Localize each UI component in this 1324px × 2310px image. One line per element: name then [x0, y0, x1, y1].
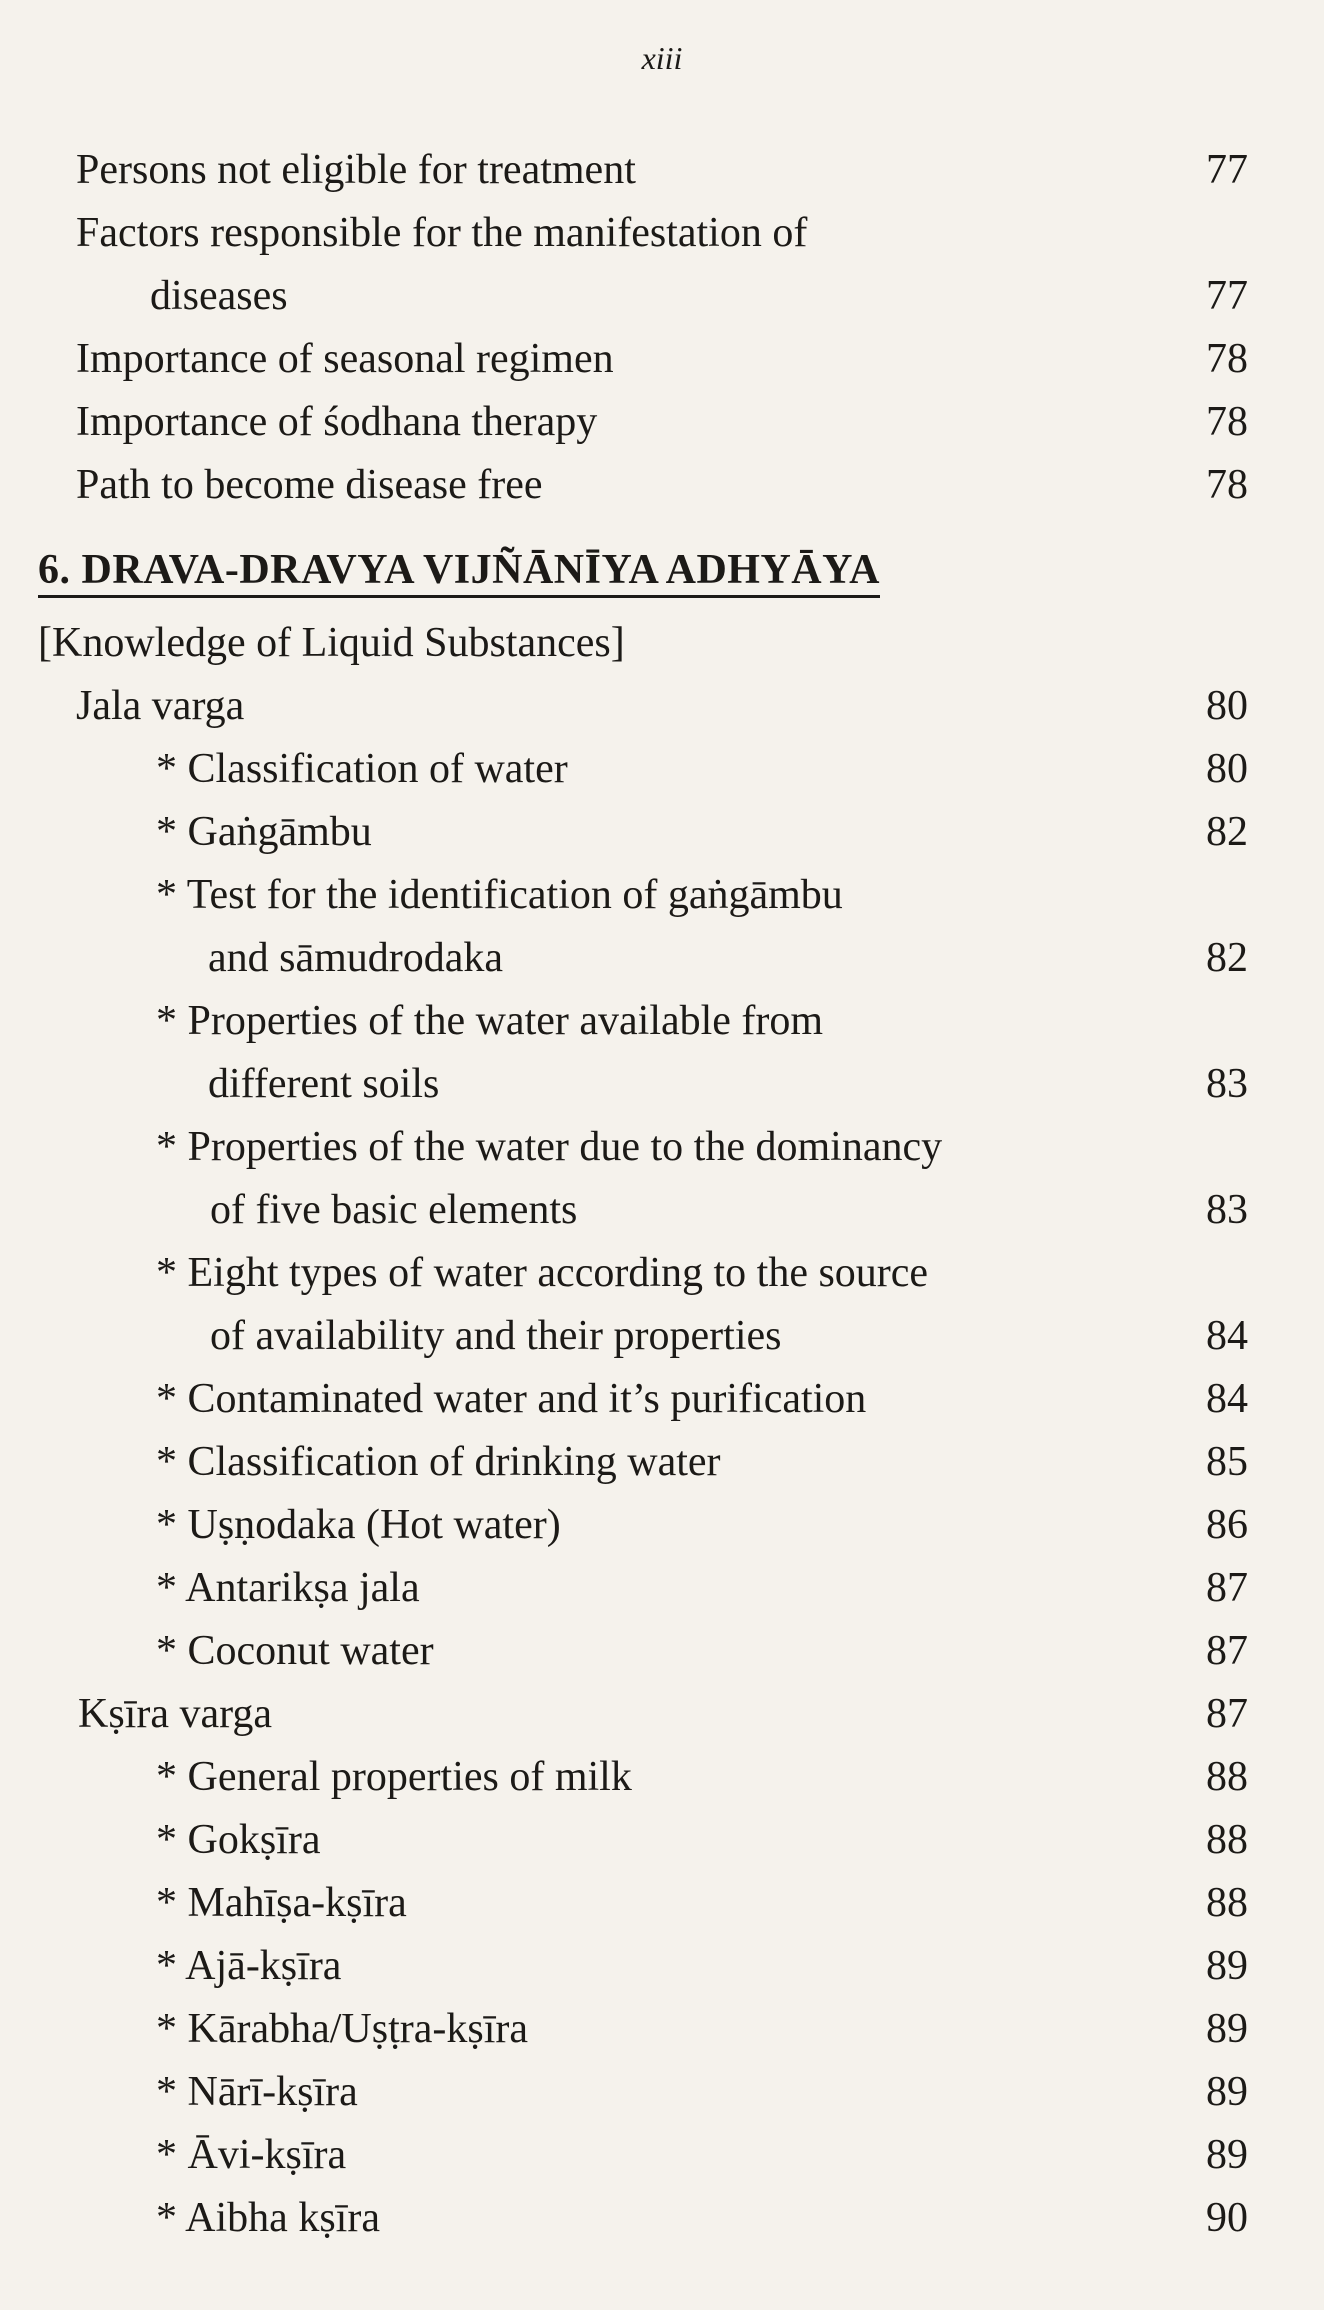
toc-entry-title: Persons not eligible for treatment [76, 147, 636, 193]
toc-entry [0, 993, 1324, 1049]
toc-entry-title: * Uṣṇodaka (Hot water) [156, 1502, 561, 1548]
toc-entry [0, 1938, 1324, 1994]
toc-entry-page: 80 [1206, 683, 1248, 729]
toc-entry [0, 1812, 1324, 1868]
toc-entry [0, 142, 1324, 198]
toc-entry-page: 84 [1206, 1313, 1248, 1359]
toc-entry [0, 1245, 1324, 1301]
toc-entry-page: 87 [1206, 1691, 1248, 1737]
toc-entry [0, 1497, 1324, 1553]
toc-entry-title: Factors responsible for the manifestation of [76, 210, 808, 256]
toc-entry [0, 2064, 1324, 2120]
toc-entry-page: 88 [1206, 1754, 1248, 1800]
toc-entry-page: 78 [1206, 462, 1248, 508]
toc-entry [0, 268, 1324, 324]
toc-entry [0, 394, 1324, 450]
toc-entry-title: * Properties of the water available from [156, 998, 824, 1044]
toc-entry [0, 1308, 1324, 1364]
toc-entry-title: * Gokṣīra [156, 1817, 321, 1863]
toc-entry [0, 1434, 1324, 1490]
toc-entry [0, 205, 1324, 261]
toc-entry-page: 80 [1206, 746, 1248, 792]
page-number: xiii [641, 40, 683, 76]
toc-entry-title: * Mahīṣa-kṣīra [156, 1880, 407, 1926]
toc-entry-page: 83 [1206, 1187, 1248, 1233]
toc-entry [0, 2001, 1324, 2057]
toc-entry [0, 2127, 1324, 2183]
toc-entry [0, 1686, 1324, 1742]
chapter-subtitle: [Knowledge of Liquid Substances] [38, 620, 625, 666]
toc-entry-page: 86 [1206, 1502, 1248, 1548]
toc-entry-title: different soils [208, 1061, 440, 1107]
toc-entry-title: * Gaṅgāmbu [156, 809, 372, 855]
toc-entry-title: * Ajā-kṣīra [156, 1943, 342, 1989]
toc-entry-page: 83 [1206, 1061, 1248, 1107]
toc-entry-page: 88 [1206, 1880, 1248, 1926]
toc-entry [0, 1371, 1324, 1427]
toc-entry-page: 78 [1206, 399, 1248, 445]
toc-entry-title: * General properties of milk [156, 1754, 632, 1800]
toc-entry-title: Kṣīra varga [78, 1691, 272, 1737]
toc-entry-title: * Properties of the water due to the dominancy [156, 1124, 943, 1170]
toc-entry-title: of five basic elements [210, 1187, 578, 1233]
toc-entry-page: 87 [1206, 1565, 1248, 1611]
toc-entry [0, 741, 1324, 797]
toc-entry-title: * Coconut water [156, 1628, 434, 1674]
toc-entry-title: * Aibha kṣīra [156, 2195, 380, 2241]
toc-entry [0, 1749, 1324, 1805]
toc-entry-title: * Eight types of water according to the source [156, 1250, 929, 1296]
toc-entry-title: Importance of seasonal regimen [76, 336, 614, 382]
toc-entry-page: 77 [1206, 147, 1248, 193]
chapter-heading: 6. DRAVA-DRAVYA VIJÑĀNĪYA ADHYĀYA [38, 545, 880, 598]
toc-entry-title: Jala varga [76, 683, 245, 729]
toc-entry-page: 89 [1206, 2132, 1248, 2178]
toc-entry-title: Path to become disease free [76, 462, 543, 508]
toc-entry-page: 84 [1206, 1376, 1248, 1422]
toc-entry-page: 77 [1206, 273, 1248, 319]
toc-entry-title: diseases [150, 273, 288, 319]
toc-entry [0, 331, 1324, 387]
toc-entry-page: 87 [1206, 1628, 1248, 1674]
toc-entry-page: 85 [1206, 1439, 1248, 1485]
toc-entry-title: * Āvi-kṣīra [156, 2132, 347, 2178]
toc-entry-page: 89 [1206, 2069, 1248, 2115]
toc-entry-page: 90 [1206, 2195, 1248, 2241]
toc-entry-page: 88 [1206, 1817, 1248, 1863]
toc-entry-title: * Nārī-kṣīra [156, 2069, 358, 2115]
toc-entry-page: 78 [1206, 336, 1248, 382]
toc-entry [0, 678, 1324, 734]
toc-entry [0, 1875, 1324, 1931]
toc-entry [0, 1182, 1324, 1238]
toc-entry [0, 804, 1324, 860]
toc-entry-title: Importance of śodhana therapy [76, 399, 598, 445]
toc-entry-title: * Kārabha/Uṣṭra-kṣīra [156, 2006, 529, 2052]
toc-entry-title: * Antarikṣa jala [156, 1565, 420, 1611]
toc-entry-title: of availability and their properties [210, 1313, 782, 1359]
toc-entry [0, 1056, 1324, 1112]
toc-entry [0, 1623, 1324, 1679]
toc-entry [0, 930, 1324, 986]
toc-entry-page: 82 [1206, 935, 1248, 981]
toc-entry-title: * Classification of water [156, 746, 568, 792]
toc-entry [0, 1560, 1324, 1616]
toc-entry [0, 457, 1324, 513]
toc-entry-page: 89 [1206, 2006, 1248, 2052]
toc-entry-title: * Contaminated water and it’s purification [156, 1376, 867, 1422]
toc-entry [0, 2190, 1324, 2246]
toc-entry-title: and sāmudrodaka [208, 935, 504, 981]
toc-entry-page: 89 [1206, 1943, 1248, 1989]
toc-entry-page: 82 [1206, 809, 1248, 855]
toc-entry-title: * Classification of drinking water [156, 1439, 721, 1485]
toc-entry [0, 1119, 1324, 1175]
toc-entry-title: * Test for the identification of gaṅgāmbu [156, 872, 843, 918]
toc-entry [0, 867, 1324, 923]
